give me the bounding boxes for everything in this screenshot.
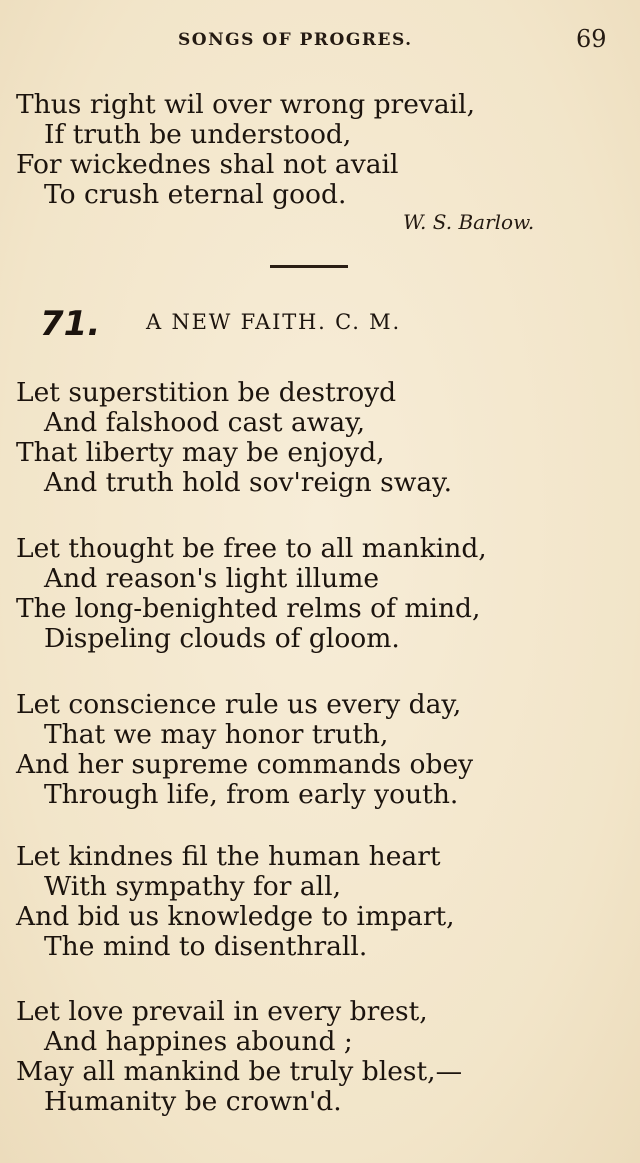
verse-line: Let thought be free to all mankind, bbox=[16, 533, 487, 564]
verse-line: To crush eternal good. bbox=[44, 179, 347, 210]
verse-line: And reason's light illume bbox=[44, 563, 380, 594]
verse-line: If truth be understood, bbox=[44, 119, 352, 150]
verse-line: Let superstition be destroyd bbox=[16, 377, 397, 408]
hymn-number: 71. bbox=[40, 304, 101, 344]
verse-line: For wickednes shal not avail bbox=[16, 149, 399, 180]
author-attribution: W. S. Barlow. bbox=[403, 210, 535, 234]
verse-line: And her supreme commands obey bbox=[16, 749, 474, 780]
stanza-5 bbox=[16, 997, 462, 1117]
verse-line: Let love prevail in every brest, bbox=[16, 996, 428, 1027]
verse-line: Thus right wil over wrong prevail, bbox=[16, 89, 476, 120]
verse-line: That liberty may be enjoyd, bbox=[16, 437, 385, 468]
verse-line: Humanity be crown'd. bbox=[44, 1086, 342, 1117]
verse-line: With sympathy for all, bbox=[44, 871, 341, 902]
verse-line: And bid us knowledge to impart, bbox=[16, 901, 455, 932]
verse-line: That we may honor truth, bbox=[44, 719, 389, 750]
stanza-1 bbox=[16, 378, 452, 498]
stanza-2 bbox=[16, 534, 487, 654]
verse-line: And truth hold sov'reign sway. bbox=[44, 467, 453, 498]
running-head: SONGS OF PROGRES. bbox=[178, 30, 413, 50]
stanza-4 bbox=[16, 842, 455, 962]
page-number: 69 bbox=[576, 25, 607, 53]
verse-line: And happines abound ; bbox=[44, 1026, 353, 1057]
section-divider-rule bbox=[270, 265, 348, 268]
verse-line: The long-benighted relms of mind, bbox=[16, 593, 481, 624]
stanza-3 bbox=[16, 690, 473, 810]
verse-line: Let conscience rule us every day, bbox=[16, 689, 462, 720]
previous-hymn-final-stanza bbox=[16, 90, 475, 210]
verse-line: And falshood cast away, bbox=[44, 407, 366, 438]
verse-line: Dispeling clouds of gloom. bbox=[44, 623, 400, 654]
hymn-title: A NEW FAITH. C. M. bbox=[146, 310, 401, 334]
verse-line: Through life, from early youth. bbox=[44, 779, 459, 810]
verse-line: May all mankind be truly blest,— bbox=[16, 1056, 463, 1087]
verse-line: Let kindnes fil the human heart bbox=[16, 841, 441, 872]
verse-line: The mind to disenthrall. bbox=[44, 931, 368, 962]
